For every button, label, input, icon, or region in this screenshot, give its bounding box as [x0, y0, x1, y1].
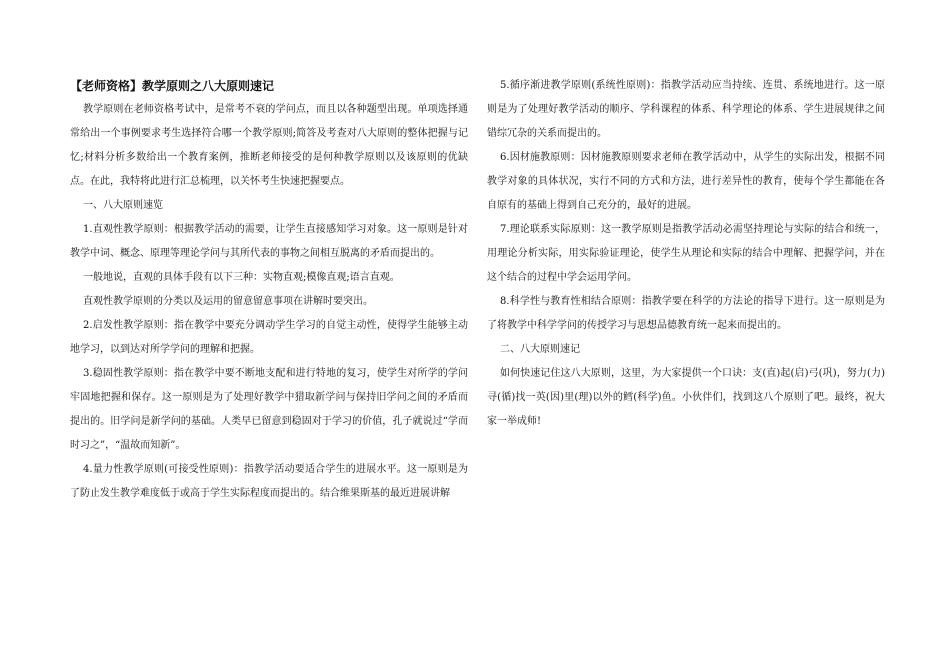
- mnemonic-paragraph: 如何快速记住这八大原则，这里，为大家提供一个口诀：支(直)起(启)弓(巩)，努力(力)寻(循)找一英(因)里(理)以外的鳕(科学)鱼。小伙伴们，找到这八个原则了吧。最终，祝大家一举成师!: [487, 368, 885, 427]
- right-column-body: [487, 74, 885, 434]
- document-title: 【老师资格】教学原则之八大原则速记: [70, 79, 275, 93]
- principle-3-paragraph: 3.稳固性教学原则：指在教学中要不断地支配和进行特地的复习，使学生对所学的学问牢固地把握和保存。这一原则是为了处理好教学中猎取新学问与保持旧学问之间的矛盾而提出的。旧学问是新学问的基础。人类早已留意到稳固对于学习的价值，孔子就说过“学而时习之”，“温故而知新”。: [70, 368, 468, 451]
- principle-4-paragraph: 4.量力性教学原则(可接受性原则)：指教学活动要适合学生的进展水平。这一原则是为了防止发生教学难度低于或高于学生实际程度而提出的。结合维果斯基的最近进展讲解: [70, 464, 468, 499]
- section-heading-mnemonic: 二、八大原则速记: [500, 344, 580, 355]
- intro-paragraph: 教学原则在老师资格考试中，是常考不衰的学问点，而且以各种题型出现。单项选择通常给出一个事例要求考生选择符合哪一个教学原则;简答及考查对八大原则的整体把握与记忆;材料分析多数给出一个教育案例，推断老师接受的是何种教学原则以及该原则的优缺点。在此，我特将此进行汇总梳理，以关怀考生快速把握要点。: [70, 104, 468, 187]
- principle-2-paragraph: 2.启发性教学原则：指在教学中要充分调动学生学习的自觉主动性，使得学生能够主动地学习，以到达对所学学问的理解和把握。: [70, 320, 468, 355]
- section-heading-overview: 一、八大原则速览: [83, 200, 163, 211]
- principle-1-note-paragraph: 直观性教学原则的分类以及运用的留意留意事项在讲解时要突出。: [83, 296, 373, 307]
- principle-6-paragraph: 6.因材施教原则：因材施教原则要求老师在教学活动中，从学生的实际出发，根据不同教学对象的具体状况，实行不同的方式和方法，进行差异性的教育，使每个学生都能在各自原有的基础上得到自己充分的，最好的进展。: [487, 152, 885, 211]
- principle-1-means-paragraph: 一般地说，直观的具体手段有以下三种：实物直观;模像直观;语言直观。: [83, 272, 400, 283]
- principle-8-paragraph: 8.科学性与教育性相结合原则：指教学要在科学的方法论的指导下进行。这一原则是为了将教学中科学学问的传授学习与思想品德教育统一起来而提出的。: [487, 296, 885, 331]
- principle-7-paragraph: 7.理论联系实际原则：这一教学原则是指教学活动必需坚持理论与实际的结合和统一，用理论分析实际，用实际验证理论，使学生从理论和实际的结合中理解、把握学问，并在这个结合的过程中学会运用学问。: [487, 224, 885, 283]
- principle-5-paragraph: 5.循序渐进教学原则(系统性原则)：指教学活动应当持续、连贯、系统地进行。这一原则是为了处理好教学活动的顺序、学科课程的体系、科学理论的体系、学生进展规律之间错综冗杂的关系而提出的。: [487, 80, 885, 139]
- principle-1-paragraph: 1.直观性教学原则：根据教学活动的需要，让学生直接感知学习对象。这一原则是针对教学中词、概念、原理等理论学问与其所代表的事物之间相互脱离的矛盾而提出的。: [70, 224, 468, 259]
- left-column-body: [70, 98, 468, 506]
